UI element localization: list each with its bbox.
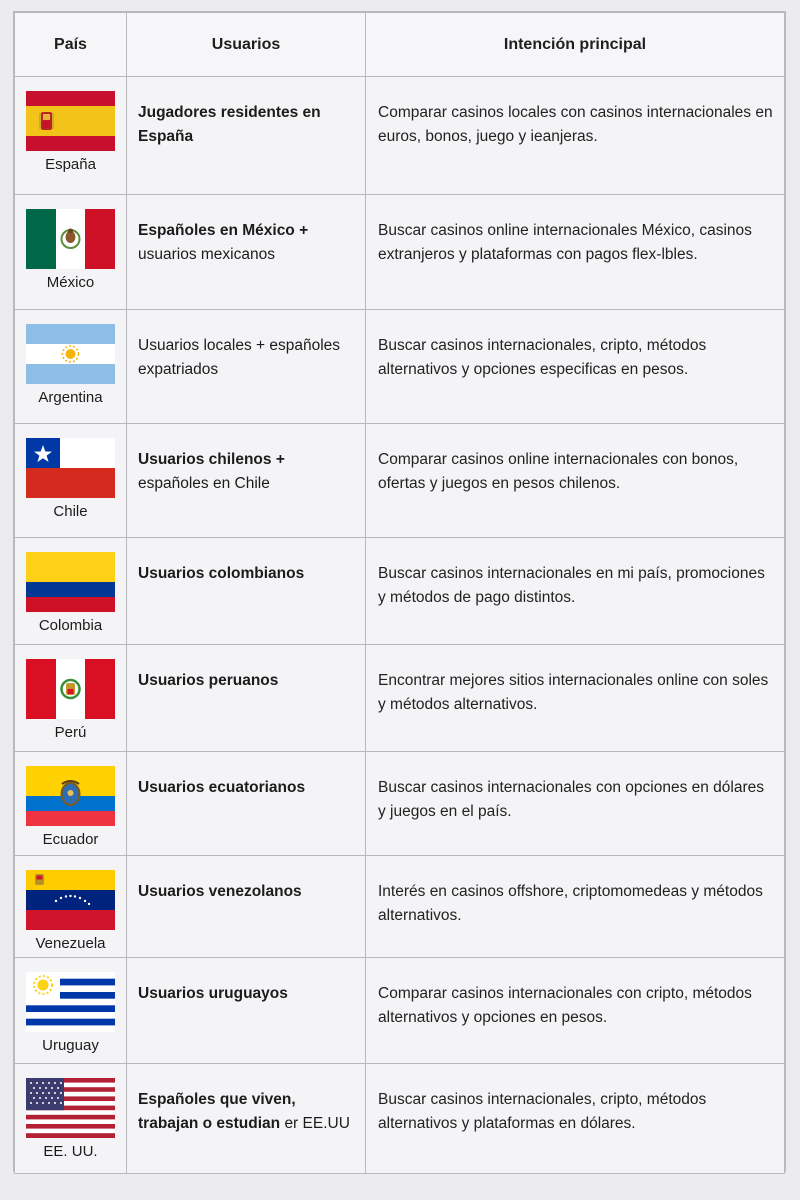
users-bold-text: Españoles que viven, trabajan o estudian xyxy=(138,1091,296,1132)
country-cell xyxy=(15,538,127,645)
country-cell xyxy=(15,752,127,856)
table-row xyxy=(15,424,785,538)
country-name: Venezuela xyxy=(35,935,106,952)
country-cell xyxy=(15,1064,127,1174)
table-row xyxy=(15,752,785,856)
header-country: País xyxy=(15,13,127,77)
comparison-table-sheet xyxy=(13,11,786,1172)
users-cell xyxy=(127,310,366,424)
table-row xyxy=(15,77,785,195)
users-bold-text: Usuarios uruguayos xyxy=(138,985,288,1002)
country-name: Argentina xyxy=(38,389,103,406)
spain-flag-icon xyxy=(26,91,115,151)
table-row xyxy=(15,538,785,645)
users-bold-text: Usuarios colombianos xyxy=(138,565,305,582)
users-bold-text: Usuarios venezolanos xyxy=(138,883,302,900)
ecuador-flag-icon xyxy=(26,766,115,826)
table-row xyxy=(15,1064,785,1174)
country-name: Perú xyxy=(54,724,87,741)
users-bold-text: Jugadores residentes en España xyxy=(138,104,321,145)
table-header-row xyxy=(15,13,785,77)
country-cell xyxy=(15,424,127,538)
colombia-flag-icon xyxy=(26,552,115,612)
uruguay-flag-icon xyxy=(26,972,115,1032)
users-bold-text: Usuarios peruanos xyxy=(138,672,279,689)
country-cell xyxy=(15,77,127,195)
country-name: España xyxy=(45,156,96,173)
country-cell xyxy=(15,195,127,310)
users-cell xyxy=(127,538,366,645)
users-cell xyxy=(127,424,366,538)
users-regular-text: er EE.UU xyxy=(284,1115,350,1132)
country-cell xyxy=(15,958,127,1064)
users-bold-text: Usuarios ecuatorianos xyxy=(138,779,306,796)
country-name: Chile xyxy=(53,503,88,520)
users-cell xyxy=(127,958,366,1064)
country-name: EE. UU. xyxy=(43,1143,98,1160)
users-cell xyxy=(127,752,366,856)
country-name: México xyxy=(46,274,95,291)
country-name: Ecuador xyxy=(42,831,99,848)
country-name: Uruguay xyxy=(42,1037,99,1054)
users-cell xyxy=(127,77,366,195)
mexico-flag-icon xyxy=(26,209,115,269)
intent-cell: Comparar casinos online internacionales con bonos, ofertas y juegos en pesos chilenos. xyxy=(366,424,785,538)
users-regular-text: Usuarios locales + españoles expatriados xyxy=(138,337,341,378)
intent-cell: Interés en casinos offshore, criptomomedeas y métodos alternativos. xyxy=(366,856,785,958)
table-row xyxy=(15,310,785,424)
intent-cell: Comparar casinos locales con casinos internacionales en euros, bonos, juego y ieanjeras. xyxy=(366,77,785,195)
intent-cell: Buscar casinos internacionales en mi país, promociones y métodos de pago distintos. xyxy=(366,538,785,645)
table-row xyxy=(15,645,785,752)
users-cell xyxy=(127,1064,366,1174)
header-intent: Intención principal xyxy=(366,13,785,77)
country-name: Colombia xyxy=(38,617,103,634)
chile-flag-icon xyxy=(26,438,115,498)
country-cell xyxy=(15,856,127,958)
users-cell xyxy=(127,195,366,310)
users-cell xyxy=(127,856,366,958)
intent-cell: Buscar casinos internacionales, cripto, métodos alternativos y opciones especificas en pesos. xyxy=(366,310,785,424)
intent-cell: Buscar casinos online internacionales México, casinos extranjeros y plataformas con pagos flex-lbles. xyxy=(366,195,785,310)
country-cell xyxy=(15,645,127,752)
country-cell xyxy=(15,310,127,424)
peru-flag-icon xyxy=(26,659,115,719)
users-cell xyxy=(127,645,366,752)
users-bold-text: Usuarios chilenos + xyxy=(138,451,285,468)
country-intent-table xyxy=(14,12,785,1174)
table-row xyxy=(15,958,785,1064)
intent-cell: Buscar casinos internacionales, cripto, métodos alternativos y plataformas en dólares. xyxy=(366,1064,785,1174)
venezuela-flag-icon xyxy=(26,870,115,930)
table-row xyxy=(15,195,785,310)
users-regular-text: españoles en Chile xyxy=(138,475,270,492)
intent-cell: Comparar casinos internacionales con cripto, métodos alternativos y opciones en pesos. xyxy=(366,958,785,1064)
usa-flag-icon xyxy=(26,1078,115,1138)
argentina-flag-icon xyxy=(26,324,115,384)
table-row xyxy=(15,856,785,958)
intent-cell: Encontrar mejores sitios internacionales online con soles y métodos alternativos. xyxy=(366,645,785,752)
users-bold-text: Españoles en México + xyxy=(138,222,309,239)
header-users: Usuarios xyxy=(127,13,366,77)
users-regular-text: usuarios mexicanos xyxy=(138,246,275,263)
intent-cell: Buscar casinos internacionales con opciones en dólares y juegos en el país. xyxy=(366,752,785,856)
